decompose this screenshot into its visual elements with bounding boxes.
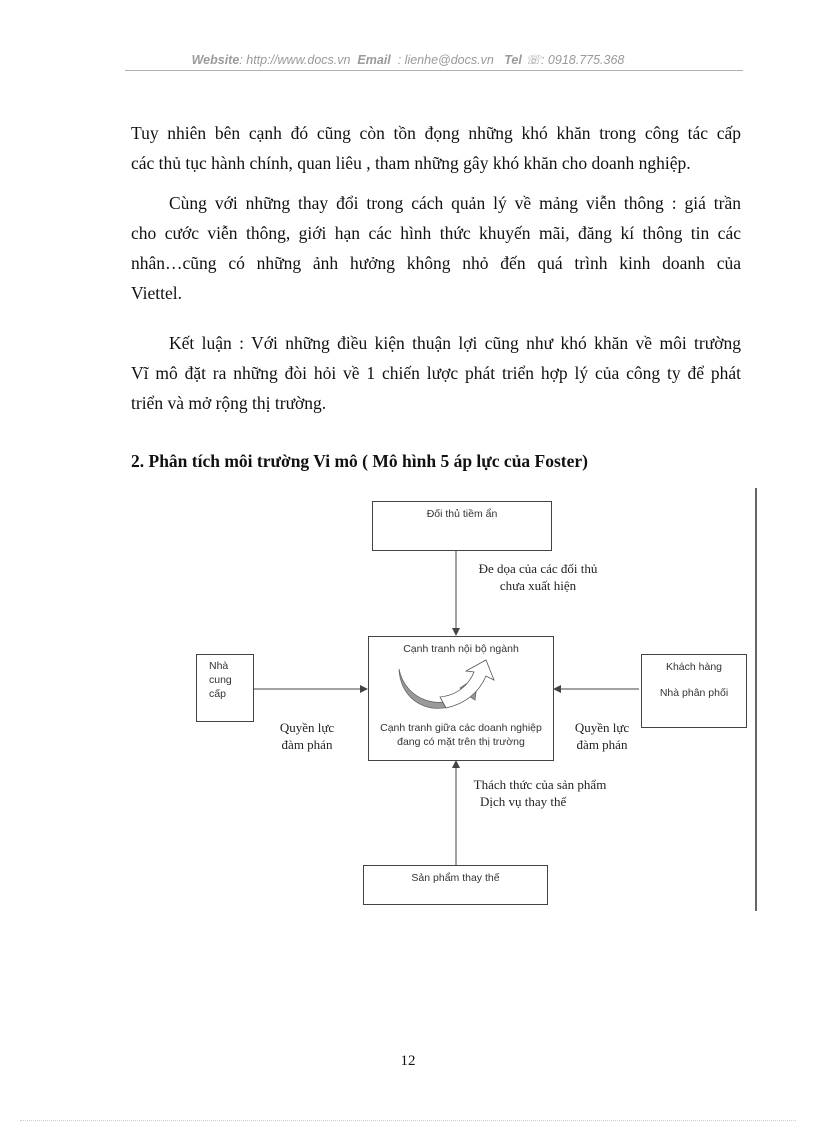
label-line: cấp (209, 688, 226, 700)
paragraph-1 (131, 118, 741, 178)
bottom-divider (20, 1120, 796, 1121)
telephone-icon: ☏ (525, 53, 541, 67)
label-line: Quyền lực (279, 720, 335, 735)
paragraph-3 (131, 328, 741, 418)
substitute-products-box (363, 865, 548, 905)
email-label: Email (357, 53, 391, 67)
email-value: : lienhe@docs.vn (397, 53, 494, 67)
label-line: đang có mặt trên thị trường (397, 736, 525, 748)
industry-rivalry-description (369, 721, 553, 749)
industry-rivalry-box (368, 636, 554, 761)
header-divider (125, 70, 743, 71)
supplier-bargaining-power-label (262, 719, 352, 753)
label-line: Dịch vụ thay thế (480, 794, 567, 809)
text-line: Cùng với những thay đổi trong cách quản lý về mảng viễn thông : giá trần (169, 193, 741, 213)
label-line: Đe dọa của các đối thủ (478, 561, 598, 576)
page-header (0, 52, 816, 67)
label-line: Cạnh tranh giữa các doanh nghiệp (380, 722, 542, 734)
section-heading: 2. Phân tích môi trường Vi mô ( Mô hình 5 áp lực của Foster) (131, 451, 588, 471)
label-line: đàm phán (281, 737, 333, 752)
suppliers-label (209, 659, 232, 701)
industry-rivalry-title: Cạnh tranh nội bộ ngành (403, 643, 519, 655)
threat-new-entrants-label (468, 560, 608, 594)
label-line: Quyền lực (574, 720, 630, 735)
substitute-products-label: Sản phẩm thay thế (411, 872, 500, 884)
potential-competitors-label: Đối thủ tiềm ẩn (426, 508, 498, 520)
tel-value: : 0918.775.368 (540, 53, 625, 67)
text-line: nhân…cũng có những ảnh hưởng không nhỏ đến quá trình kinh doanh của (131, 253, 741, 273)
buyer-bargaining-power-label (557, 719, 647, 753)
text-line: các thủ tục hành chính, quan liêu , tham những gây khó khăn cho doanh nghiệp. (131, 153, 691, 173)
label-line: Nhà (209, 660, 229, 672)
label-line: cung (209, 674, 232, 686)
text-line: cho cước viễn thông, giới hạn các hình thức khuyến mãi, đăng kí thông tin các (131, 223, 741, 243)
potential-competitors-box (372, 501, 552, 551)
label-line: đàm phán (576, 737, 628, 752)
text-line: triển và mở rộng thị trường. (131, 393, 327, 413)
text-line: Tuy nhiên bên cạnh đó cũng còn tồn đọng những khó khăn trong công tác cấp (131, 123, 741, 143)
suppliers-box (196, 654, 254, 722)
page-number: 12 (400, 1053, 416, 1069)
label-line: Thách thức của sản phẩm (473, 777, 607, 792)
distributors-label: Nhà phân phối (659, 687, 729, 699)
text-line: Kết luận : Với những điều kiện thuận lợi cũng như khó khăn về môi trường (169, 333, 741, 353)
text-line: Viettel. (131, 283, 182, 303)
customers-label: Khách hàng (665, 661, 723, 673)
label-line: chưa xuất hiện (499, 578, 577, 593)
website-label: Website (191, 53, 240, 67)
website-value: : http://www.docs.vn (239, 53, 351, 67)
paragraph-2 (131, 188, 741, 308)
customers-box (641, 654, 747, 728)
tel-label: Tel (504, 53, 522, 67)
threat-substitutes-label (460, 776, 620, 810)
text-line: Vĩ mô đặt ra những đòi hỏi về 1 chiến lược phát triển hợp lý của công ty để phát (131, 363, 741, 383)
